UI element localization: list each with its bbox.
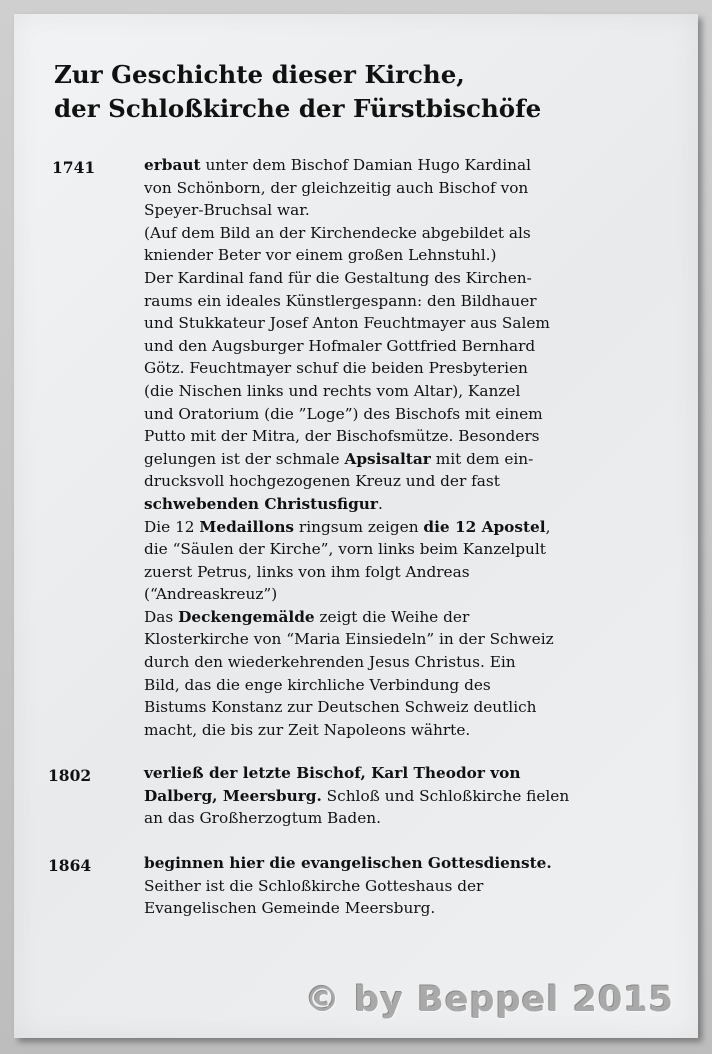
- text-line: [144, 222, 554, 245]
- bold-run: Dalberg, Meersburg.: [144, 786, 322, 805]
- text-line: [144, 651, 554, 674]
- text-run: kniender Beter vor einem großen Lehnstuhl.): [144, 246, 497, 265]
- bold-run: schwebenden Christusfigur: [144, 494, 378, 513]
- bold-run: erbaut: [144, 156, 201, 174]
- text-run: ringsum zeigen: [294, 517, 424, 536]
- text-run: und Stukkateur Josef Anton Feuchtmayer aus Salem: [144, 314, 550, 333]
- text-run: gelungen ist der schmale: [144, 449, 345, 468]
- text-run: Speyer-Bruchsal war.: [144, 201, 310, 220]
- text-line: [144, 312, 554, 335]
- text-run: unter dem Bischof Damian Hugo Kardinal: [200, 156, 531, 174]
- bold-run: verließ der letzte Bischof, Karl Theodor von: [144, 764, 521, 782]
- information-board: [14, 14, 698, 1038]
- text-line: [144, 674, 554, 697]
- text-line: [144, 538, 554, 561]
- entry-text: [144, 852, 552, 920]
- text-line: [144, 583, 554, 606]
- bold-run: Medaillons: [199, 517, 295, 536]
- text-run: Das: [144, 607, 179, 626]
- text-run: zeigt die Weihe der: [314, 607, 470, 626]
- text-run: durch den wiederkehrenden Jesus Christus. Ein: [144, 653, 516, 672]
- text-run: Bistums Konstanz zur Deutschen Schweiz deutlich: [144, 698, 537, 717]
- bold-run: Deckengemälde: [178, 607, 315, 626]
- text-run: raums ein ideales Künstlergespann: den Bildhauer: [144, 291, 537, 310]
- text-line: [144, 852, 552, 875]
- text-run: (“Andreaskreuz”): [144, 585, 278, 604]
- text-line: [144, 897, 552, 920]
- text-line: [144, 719, 554, 742]
- text-run: und den Augsburger Hofmaler Gottfried Bernhard: [144, 336, 536, 355]
- entry-year: 1802: [48, 766, 92, 785]
- title-line-1: Zur Geschichte dieser Kirche,: [54, 60, 465, 89]
- text-run: die “Säulen der Kirche”, vorn links beim Kanzelpult: [144, 540, 546, 559]
- text-line: [144, 154, 554, 177]
- text-line: [144, 606, 554, 629]
- entry-text: [144, 154, 554, 741]
- page-title: [54, 58, 674, 126]
- text-line: [144, 470, 554, 493]
- text-line: [144, 290, 554, 313]
- text-run: zuerst Petrus, links von ihm folgt Andreas: [144, 562, 470, 581]
- entry-text: [144, 762, 569, 830]
- entry-year: 1741: [52, 158, 96, 177]
- text-run: Der Kardinal fand für die Gestaltung des Kirchen-: [144, 268, 532, 287]
- text-run: von Schönborn, der gleichzeitig auch Bischof von: [144, 178, 529, 197]
- text-run: macht, die bis zur Zeit Napoleons währte.: [144, 720, 471, 739]
- text-line: [144, 628, 554, 651]
- text-line: [144, 762, 569, 785]
- text-run: und Oratorium (die ”Loge”) des Bischofs mit einem: [144, 404, 543, 423]
- text-run: Bild, das die enge kirchliche Verbindung des: [144, 675, 491, 694]
- text-run: (Auf dem Bild an der Kirchendecke abgebildet als: [144, 223, 531, 242]
- text-line: [144, 380, 554, 403]
- entry-year: 1864: [48, 856, 92, 875]
- bold-run: Apsisaltar: [344, 449, 431, 468]
- text-run: Götz. Feuchtmayer schuf die beiden Presbyterien: [144, 359, 528, 378]
- text-line: [144, 403, 554, 426]
- text-run: Putto mit der Mitra, der Bischofsmütze. Besonders: [144, 427, 540, 446]
- title-line-2: der Schloßkirche der Fürstbischöfe: [54, 94, 542, 123]
- text-line: [144, 807, 569, 830]
- text-run: Evangelischen Gemeinde Meersburg.: [144, 899, 436, 918]
- text-line: [144, 267, 554, 290]
- text-line: [144, 244, 554, 267]
- text-run: drucksvoll hochgezogenen Kreuz und der fast: [144, 472, 500, 491]
- text-line: [144, 493, 554, 516]
- text-run: ,: [545, 517, 551, 536]
- text-line: [144, 561, 554, 584]
- text-line: [144, 357, 554, 380]
- text-run: Seither ist die Schloßkirche Gotteshaus der: [144, 876, 484, 895]
- text-line: [144, 199, 554, 222]
- text-run: mit dem ein-: [430, 449, 534, 468]
- text-line: [144, 875, 552, 898]
- text-line: [144, 177, 554, 200]
- text-run: .: [377, 494, 383, 513]
- text-line: [144, 696, 554, 719]
- text-run: Schloß und Schloßkirche fielen: [321, 786, 570, 805]
- text-run: Klosterkirche von “Maria Einsiedeln” in der Schweiz: [144, 630, 554, 649]
- text-run: an das Großherzogtum Baden.: [144, 809, 381, 828]
- text-line: [144, 516, 554, 539]
- copyright-watermark: © by Beppel 2015: [304, 980, 674, 1020]
- text-line: [144, 785, 569, 808]
- text-run: Die 12: [144, 517, 200, 536]
- bold-run: beginnen hier die evangelischen Gottesdienste.: [144, 854, 552, 872]
- text-run: (die Nischen links und rechts vom Altar), Kanzel: [144, 381, 521, 400]
- text-line: [144, 425, 554, 448]
- text-line: [144, 448, 554, 471]
- text-line: [144, 335, 554, 358]
- bold-run: die 12 Apostel: [423, 517, 546, 536]
